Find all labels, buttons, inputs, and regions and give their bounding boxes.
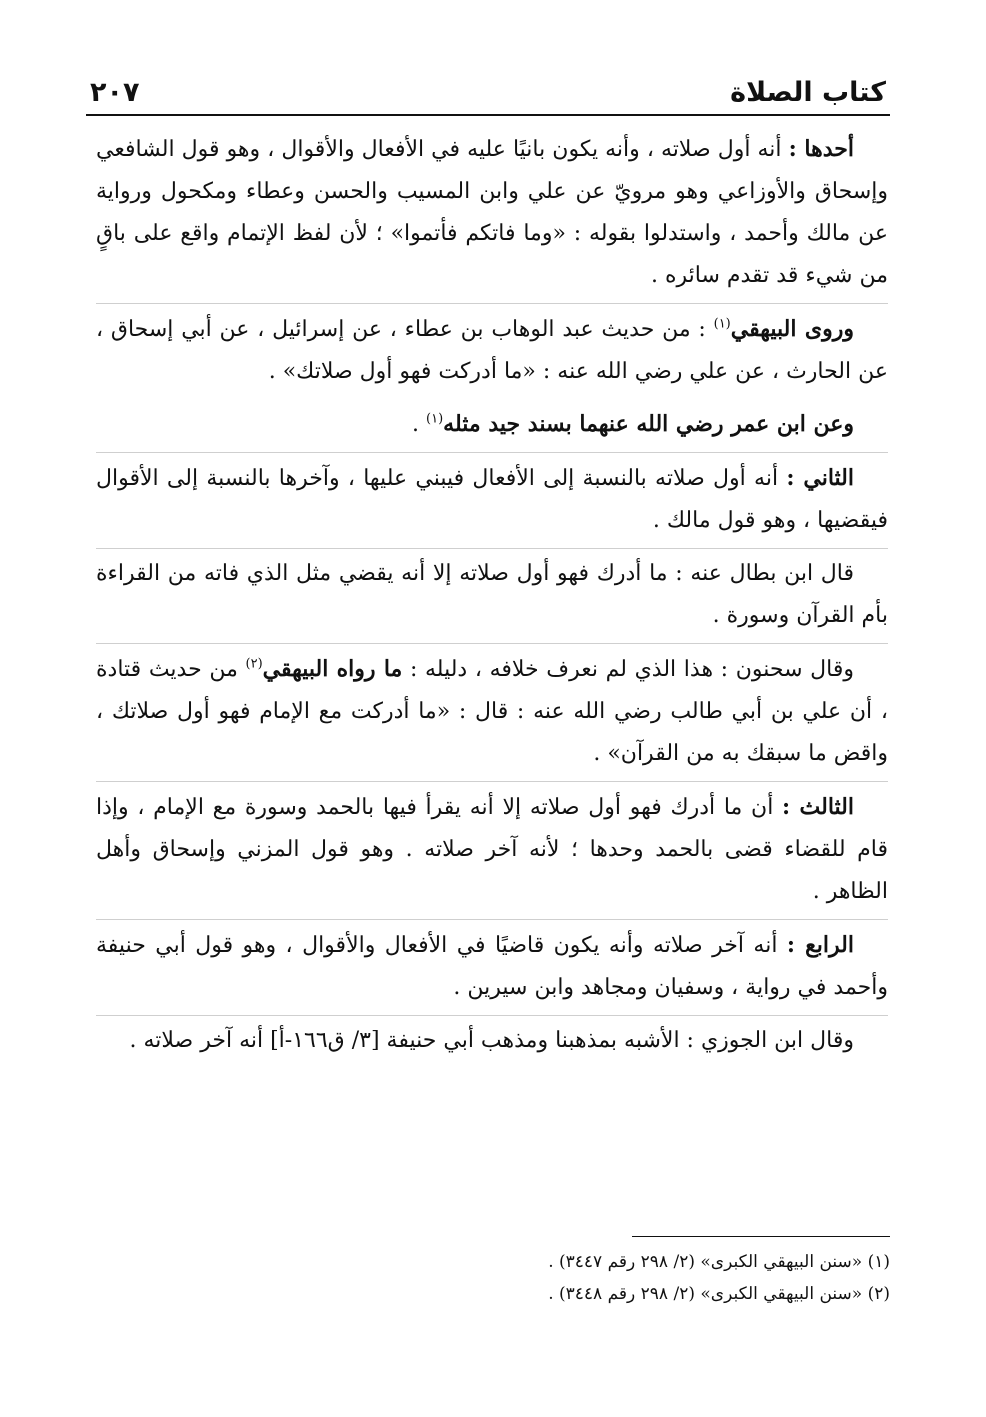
paragraph-lead: أحدها : (788, 136, 854, 162)
paragraph-lead: وروى البيهقي (730, 316, 854, 342)
paragraph-lead: الثاني : (786, 465, 854, 491)
footnote-divider (632, 1236, 890, 1237)
paragraph-text: وقال ابن الجوزي : الأشبه بمذهبنا ومذهب أبي حنيفة [٣/ ق١٦٦-أ] أنه آخر صلاته . (129, 1028, 854, 1053)
paragraph-6 (96, 643, 888, 781)
footnote-1: (١) «سنن البيهقي الكبرى» (٢/ ٢٩٨ رقم ٣٤٤٧) . (548, 1252, 890, 1272)
page-number: ٢٠٧ (90, 77, 140, 108)
paragraph-8 (96, 919, 888, 1015)
header-divider (86, 114, 890, 116)
paragraph-text: أن ما أدرك فهو أول صلاته إلا أنه يقرأ فيها بالحمد وسورة مع الإمام ، وإذا قام للقضاء قضى بالحمد وحدها ؛ لأنه آخر صلاته . وهو قول المزني وإسحاق وأهل الظاهر . (96, 795, 888, 904)
paragraph-text: أنه أول صلاته ، وأنه يكون بانيًا عليه في الأفعال والأقوال ، وهو قول الشافعي وإسحاق والأوزاعي وهو مرويّ عن علي وابن المسيب والحسن وعطاء ومكحول ورواية عن مالك وأحمد ، واستدلوا بقوله : «وما فاتكم فأتموا» ؛ لأن لفظ الإتمام واقع على باقٍ من شيء قد تقدم سائره . (96, 137, 888, 288)
paragraph-2 (96, 303, 888, 399)
paragraph-text: : من حديث عبد الوهاب بن عطاء ، عن إسرائيل ، عن أبي إسحاق ، عن الحارث ، عن علي رضي الله عنه : «ما أدركت فهو أول صلاتك» . (96, 317, 888, 384)
paragraph-text: قال ابن بطال عنه : ما أدرك فهو أول صلاته إلا أنه يقضي مثل الذي فاته من القراءة بأم القرآن وسورة . (96, 561, 888, 628)
footnote-2: (٢) «سنن البيهقي الكبرى» (٢/ ٢٩٨ رقم ٣٤٤٨) . (548, 1284, 890, 1304)
paragraph-9 (96, 1015, 888, 1068)
paragraph-text-continued: من حديث قتادة ، أن علي بن أبي طالب رضي الله عنه : قال : «ما أدركت مع الإمام فهو أول صلاتك ، واقض ما سبقك به من القرآن» . (96, 657, 888, 766)
footnote-ref[interactable]: (٢) (245, 656, 263, 672)
paragraph-text: وقال سحنون : هذا الذي لم نعرف خلافه ، دليله : (402, 657, 854, 682)
paragraph-text: . (412, 412, 427, 437)
footnote-ref[interactable]: (١) (713, 316, 731, 332)
paragraph-3 (96, 399, 888, 452)
paragraph-1 (96, 124, 888, 303)
paragraph-text: أنه آخر صلاته وأنه يكون قاضيًا في الأفعال والأقوال ، وهو قول أبي حنيفة وأحمد في رواية ، وسفيان ومجاهد وابن سيرين . (96, 933, 888, 1000)
paragraph-lead: الثالث : (782, 794, 854, 820)
paragraph-lead: وعن ابن عمر رضي الله عنهما بسند جيد مثله (443, 411, 854, 437)
paragraph-4 (96, 452, 888, 548)
paragraph-bold-phrase: ما رواه البيهقي (262, 656, 403, 682)
paragraph-5 (96, 548, 888, 643)
paragraph-lead: الرابع : (786, 932, 854, 958)
paragraph-text: أنه أول صلاته بالنسبة إلى الأفعال فيبني عليها ، وآخرها بالنسبة إلى الأقوال فيقضيها ، وهو قول مالك . (96, 466, 888, 533)
main-text (96, 124, 888, 1068)
running-header (90, 58, 886, 108)
footnote-ref[interactable]: (١) (426, 411, 444, 427)
paragraph-7 (96, 781, 888, 919)
footnotes (96, 1246, 890, 1310)
chapter-title: كتاب الصلاة (730, 77, 886, 108)
